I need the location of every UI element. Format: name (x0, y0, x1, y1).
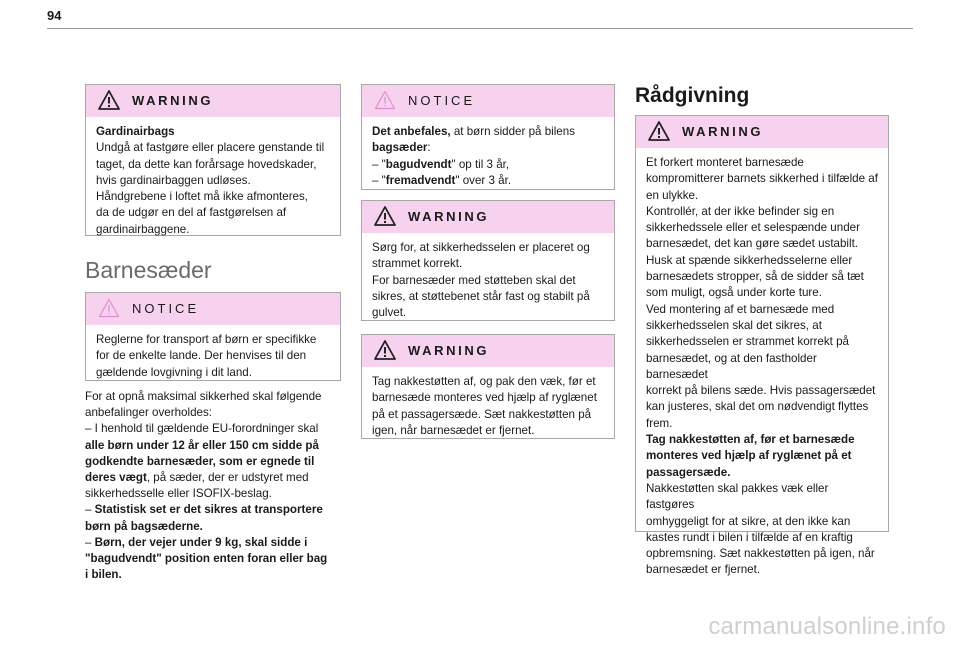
warning-icon (374, 206, 396, 226)
warning-bold-line: passagersæde. (646, 465, 731, 479)
warning-icon (374, 340, 396, 360)
warning-title: Gardinairbags (96, 125, 175, 138)
notice-body (362, 117, 614, 197)
page-number: 94 (47, 8, 62, 23)
section-title-child-seats: Barnesæder (85, 257, 212, 283)
warning-line: korrekt på bilens sæde. Hvis passagersædet (646, 384, 876, 398)
warning-header (362, 335, 614, 367)
warning-bold-line: Tag nakkestøtten af, før et barnesæde (646, 433, 855, 447)
warning-label: WARNING (682, 124, 764, 139)
warning-body (86, 117, 340, 246)
warning-line: Sørg for, at sikkerhedsselen er placeret og (372, 241, 590, 254)
warning-header (86, 85, 340, 117)
warning-label: WARNING (408, 209, 490, 224)
warning-body (362, 367, 614, 447)
notice-header (86, 293, 340, 325)
warning-line: barnesædet er fjernet. (646, 563, 761, 577)
warning-line: kompromitterer barnets sikkerhed i tilfælde af (646, 172, 878, 186)
warning-line: Kontrollér, at der ikke befinder sig en (646, 204, 835, 218)
warning-line: gardinairbaggene. (96, 222, 190, 236)
notice-icon (98, 298, 120, 318)
warning-box-curtain-airbags (85, 84, 341, 236)
warning-line: barnesædet, det kan gøre sædet ustabilt. (646, 237, 859, 251)
warning-line: sikres, at støttebenet står fast og stabilt på (372, 289, 590, 303)
notice-line: for de enkelte lande. Der henvises til den (96, 349, 307, 363)
warning-header (636, 116, 888, 148)
warning-line: Tag nakkestøtten af, og pak den væk, før et (372, 375, 596, 388)
warning-bold-line: monteres ved hjælp af ryglænet på et (646, 449, 852, 463)
notice-line: gældende lovgivning i dit land. (96, 365, 252, 379)
warning-line: strammet korrekt. (372, 257, 463, 271)
body-line: alle børn under 12 år eller 150 cm sidde på (85, 438, 319, 452)
header-rule (47, 28, 913, 29)
notice-icon (374, 90, 396, 110)
warning-line: barnesædet, og at den fastholder barnesædet (646, 351, 817, 381)
warning-label: WARNING (132, 93, 214, 108)
warning-line: Ved montering af et barnesæde med (646, 302, 835, 316)
warning-line: en ulykke. (646, 188, 699, 202)
warning-line: kastes rundt i bilen i tilfælde af en kraftig (646, 530, 853, 544)
body-line: sikkerhedsselle eller ISOFIX-beslag. (85, 487, 272, 501)
warning-line: taget, da dette kan forårsage hovedskader, (96, 157, 317, 171)
body-line: "bagudvendt" position enten foran eller bag (85, 552, 328, 566)
notice-box-rear-seats (361, 84, 615, 190)
watermark: carmanualsonline.info (708, 613, 946, 640)
notice-line: – "bagudvendt" op til 3 år, (372, 157, 510, 171)
warning-body (636, 148, 888, 587)
section-title-advice: Rådgivning (635, 84, 750, 107)
warning-line: som muligt, også under korte ture. (646, 286, 822, 300)
body-line: anbefalinger overholdes: (85, 406, 212, 420)
warning-line: kan justeres, skal det om nødvendigt flyttes (646, 400, 869, 414)
body-line: deres vægt, på sæder, der er udstyret med (85, 471, 309, 485)
body-line: børn på bagsæderne. (85, 519, 203, 533)
notice-label: NOTICE (132, 301, 200, 316)
body-line: – Statistisk set er det sikres at transportere (85, 503, 323, 517)
warning-line: barnesæde monteres ved hjælp af ryglænet (372, 391, 597, 405)
warning-header (362, 201, 614, 233)
notice-label: NOTICE (408, 93, 476, 108)
warning-line: opbremsning. Sæt nakkestøtten på igen, når (646, 547, 875, 561)
notice-header (362, 85, 614, 117)
warning-line: hvis gardinairbaggen udløses. (96, 173, 251, 187)
warning-line: Nakkestøtten skal pakkes væk eller fastgøres (646, 481, 829, 512)
warning-line: barnesædets stropper, så de sidder så tæt (646, 270, 864, 284)
warning-line: sikkerhedsselen skal det sikres, at (646, 318, 822, 332)
body-line: i bilen. (85, 568, 122, 582)
notice-line: bagsæder: (372, 141, 431, 155)
body-line: – Børn, der vejer under 9 kg, skal sidde i (85, 535, 308, 549)
warning-line: gulvet. (372, 306, 407, 320)
safety-recommendations (85, 389, 347, 583)
warning-box-seatbelt (361, 200, 615, 321)
warning-icon (648, 121, 670, 141)
warning-icon (98, 90, 120, 110)
notice-body (86, 325, 340, 389)
warning-line: sikkerhedssele eller et selespænde under (646, 221, 860, 235)
warning-line: da de udgør en del af fastgørelsen af (96, 206, 287, 220)
body-line: For at opnå maksimal sikkerhed skal følgende (85, 390, 322, 403)
body-line: godkendte barnesæder, som er egnede til (85, 454, 315, 468)
warning-line: sikkerhedsselen er strammet korrekt på (646, 335, 849, 349)
warning-body (362, 233, 614, 329)
warning-box-installation (635, 115, 889, 577)
warning-label: WARNING (408, 343, 490, 358)
warning-line: Håndgrebene i loftet må ikke afmonteres, (96, 190, 309, 204)
warning-line: igen, når barnesædet er fjernet. (372, 423, 535, 437)
warning-line: på et passagersæde. Sæt nakkestøtten på (372, 407, 592, 421)
body-line: – I henhold til gældende EU-forordninger skal (85, 422, 319, 436)
warning-line: frem. (646, 416, 673, 430)
warning-line: Husk at spænde sikkerhedsselerne eller (646, 253, 853, 267)
notice-line: – "fremadvendt" over 3 år. (372, 173, 512, 187)
warning-line: Undgå at fastgøre eller placere genstande til (96, 141, 325, 155)
notice-line: Det anbefales, at børn sidder på bilens (372, 125, 575, 138)
warning-box-headrest (361, 334, 615, 439)
warning-line: omhyggeligt for at sikre, at den ikke kan (646, 514, 851, 528)
warning-line: Et forkert monteret barnesæde (646, 156, 804, 169)
warning-line: For barnesæder med støtteben skal det (372, 273, 576, 287)
notice-box-regulations (85, 292, 341, 381)
notice-line: Reglerne for transport af børn er specifikke (96, 333, 317, 346)
